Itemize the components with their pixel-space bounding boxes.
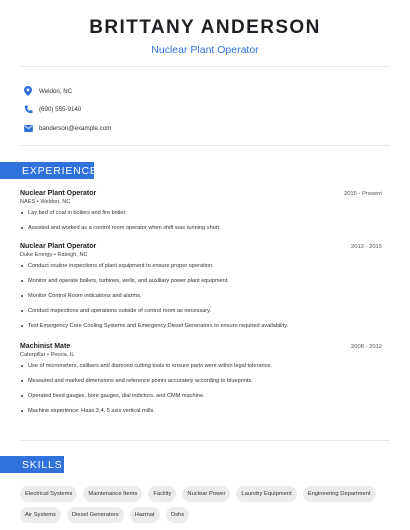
job-title: Machinist Mate <box>20 343 71 350</box>
job-location: Peoria, IL <box>50 352 75 358</box>
skill-chip: Laundry Equipment <box>236 486 296 502</box>
skills-list <box>20 486 390 523</box>
envelope-icon <box>22 122 34 134</box>
contact-email-text: banderson@example.com <box>39 124 112 132</box>
job-company-location: NAES • Weldon, NC <box>20 199 71 205</box>
candidate-name: BRITTANY ANDERSON <box>89 17 321 38</box>
job-bullet: Use of micrometers, calibers and diamond cutting tools to ensure parts were within legal tolerance. <box>20 362 382 377</box>
location-pin-icon <box>22 85 34 97</box>
experience-section-heading: EXPERIENCE <box>0 162 94 179</box>
contact-location <box>22 82 111 100</box>
job-bullet: Conduct inspections and operations outside of control room as necessary. <box>20 307 382 322</box>
contact-list <box>22 82 111 138</box>
job-bullet: Measured and marked dimensions and reference points accurately according to blueprints. <box>20 377 382 392</box>
header-divider <box>20 66 390 67</box>
job-title: Nuclear Plant Operator <box>20 190 97 197</box>
job-bullet: Monitor and operate boilers, turbines, wells, and auxiliary power plant equipment. <box>20 277 382 292</box>
contact-phone <box>22 101 111 119</box>
contact-divider <box>20 145 390 146</box>
job-company-location: Caterpillar • Peoria, IL <box>20 352 75 358</box>
job-title: Nuclear Plant Operator <box>20 243 97 250</box>
job-dates: 2015 - Present <box>343 191 382 197</box>
job-company-location: Duke Energy • Raleigh, NC <box>20 252 88 258</box>
job-entry <box>20 190 382 239</box>
job-bullets <box>20 209 382 239</box>
job-entry <box>20 243 382 337</box>
job-location: Raleigh, NC <box>57 252 88 258</box>
job-entry <box>20 343 382 422</box>
skill-chip: Electrical Systems <box>20 486 77 502</box>
skill-chip: Hazmat <box>130 507 160 523</box>
contact-location-text: Weldon, NC <box>39 87 73 95</box>
skill-chip: Diesel Generators <box>67 507 124 523</box>
job-bullet: Assisted and worked as a control room operator when shift was running short. <box>20 224 382 239</box>
job-dates: 2008 - 2012 <box>351 344 382 350</box>
contact-phone-text: (690) 555-9140 <box>39 106 82 113</box>
job-company: Caterpillar <box>20 352 46 358</box>
job-bullet: Lay bed of coal in boilers and fire boiler. <box>20 209 382 224</box>
skill-chip: Nuclear Power <box>182 486 230 502</box>
job-bullet: Conduct routine inspections of plant equipment to ensure proper operation. <box>20 262 382 277</box>
skill-chip: Maintenance Items <box>83 486 142 502</box>
skill-chip: Engineering Department <box>303 486 376 502</box>
skills-section-heading: SKILLS <box>0 456 64 473</box>
experience-divider <box>20 440 390 441</box>
skill-chip: Facility <box>148 486 176 502</box>
contact-email <box>22 119 111 137</box>
skill-chip: Air Systems <box>20 507 61 523</box>
job-bullet: Machine experience: Haas 3,4, 5 axis vertical mills. <box>20 407 382 422</box>
job-bullets <box>20 262 382 337</box>
job-title-heading: Nuclear Plant Operator <box>151 44 259 56</box>
job-bullet: Test Emergency Core Cooling Systems and Emergency Diesel Generators to ensure required availability. <box>20 322 382 337</box>
job-bullets <box>20 362 382 422</box>
job-bullet: Monitor Control Room indications and alarms. <box>20 292 382 307</box>
job-company: Duke Energy <box>20 252 53 258</box>
job-bullet: Operated fixed gauges, bore gauges, dial indictors, and CMM machine. <box>20 392 382 407</box>
resume-header <box>0 0 410 56</box>
skill-chip: Oshs <box>166 507 190 523</box>
phone-icon <box>22 104 34 116</box>
job-dates: 2012 - 2015 <box>351 244 382 250</box>
job-company: NAES <box>20 199 36 205</box>
job-location: Weldon, NC <box>40 199 71 205</box>
